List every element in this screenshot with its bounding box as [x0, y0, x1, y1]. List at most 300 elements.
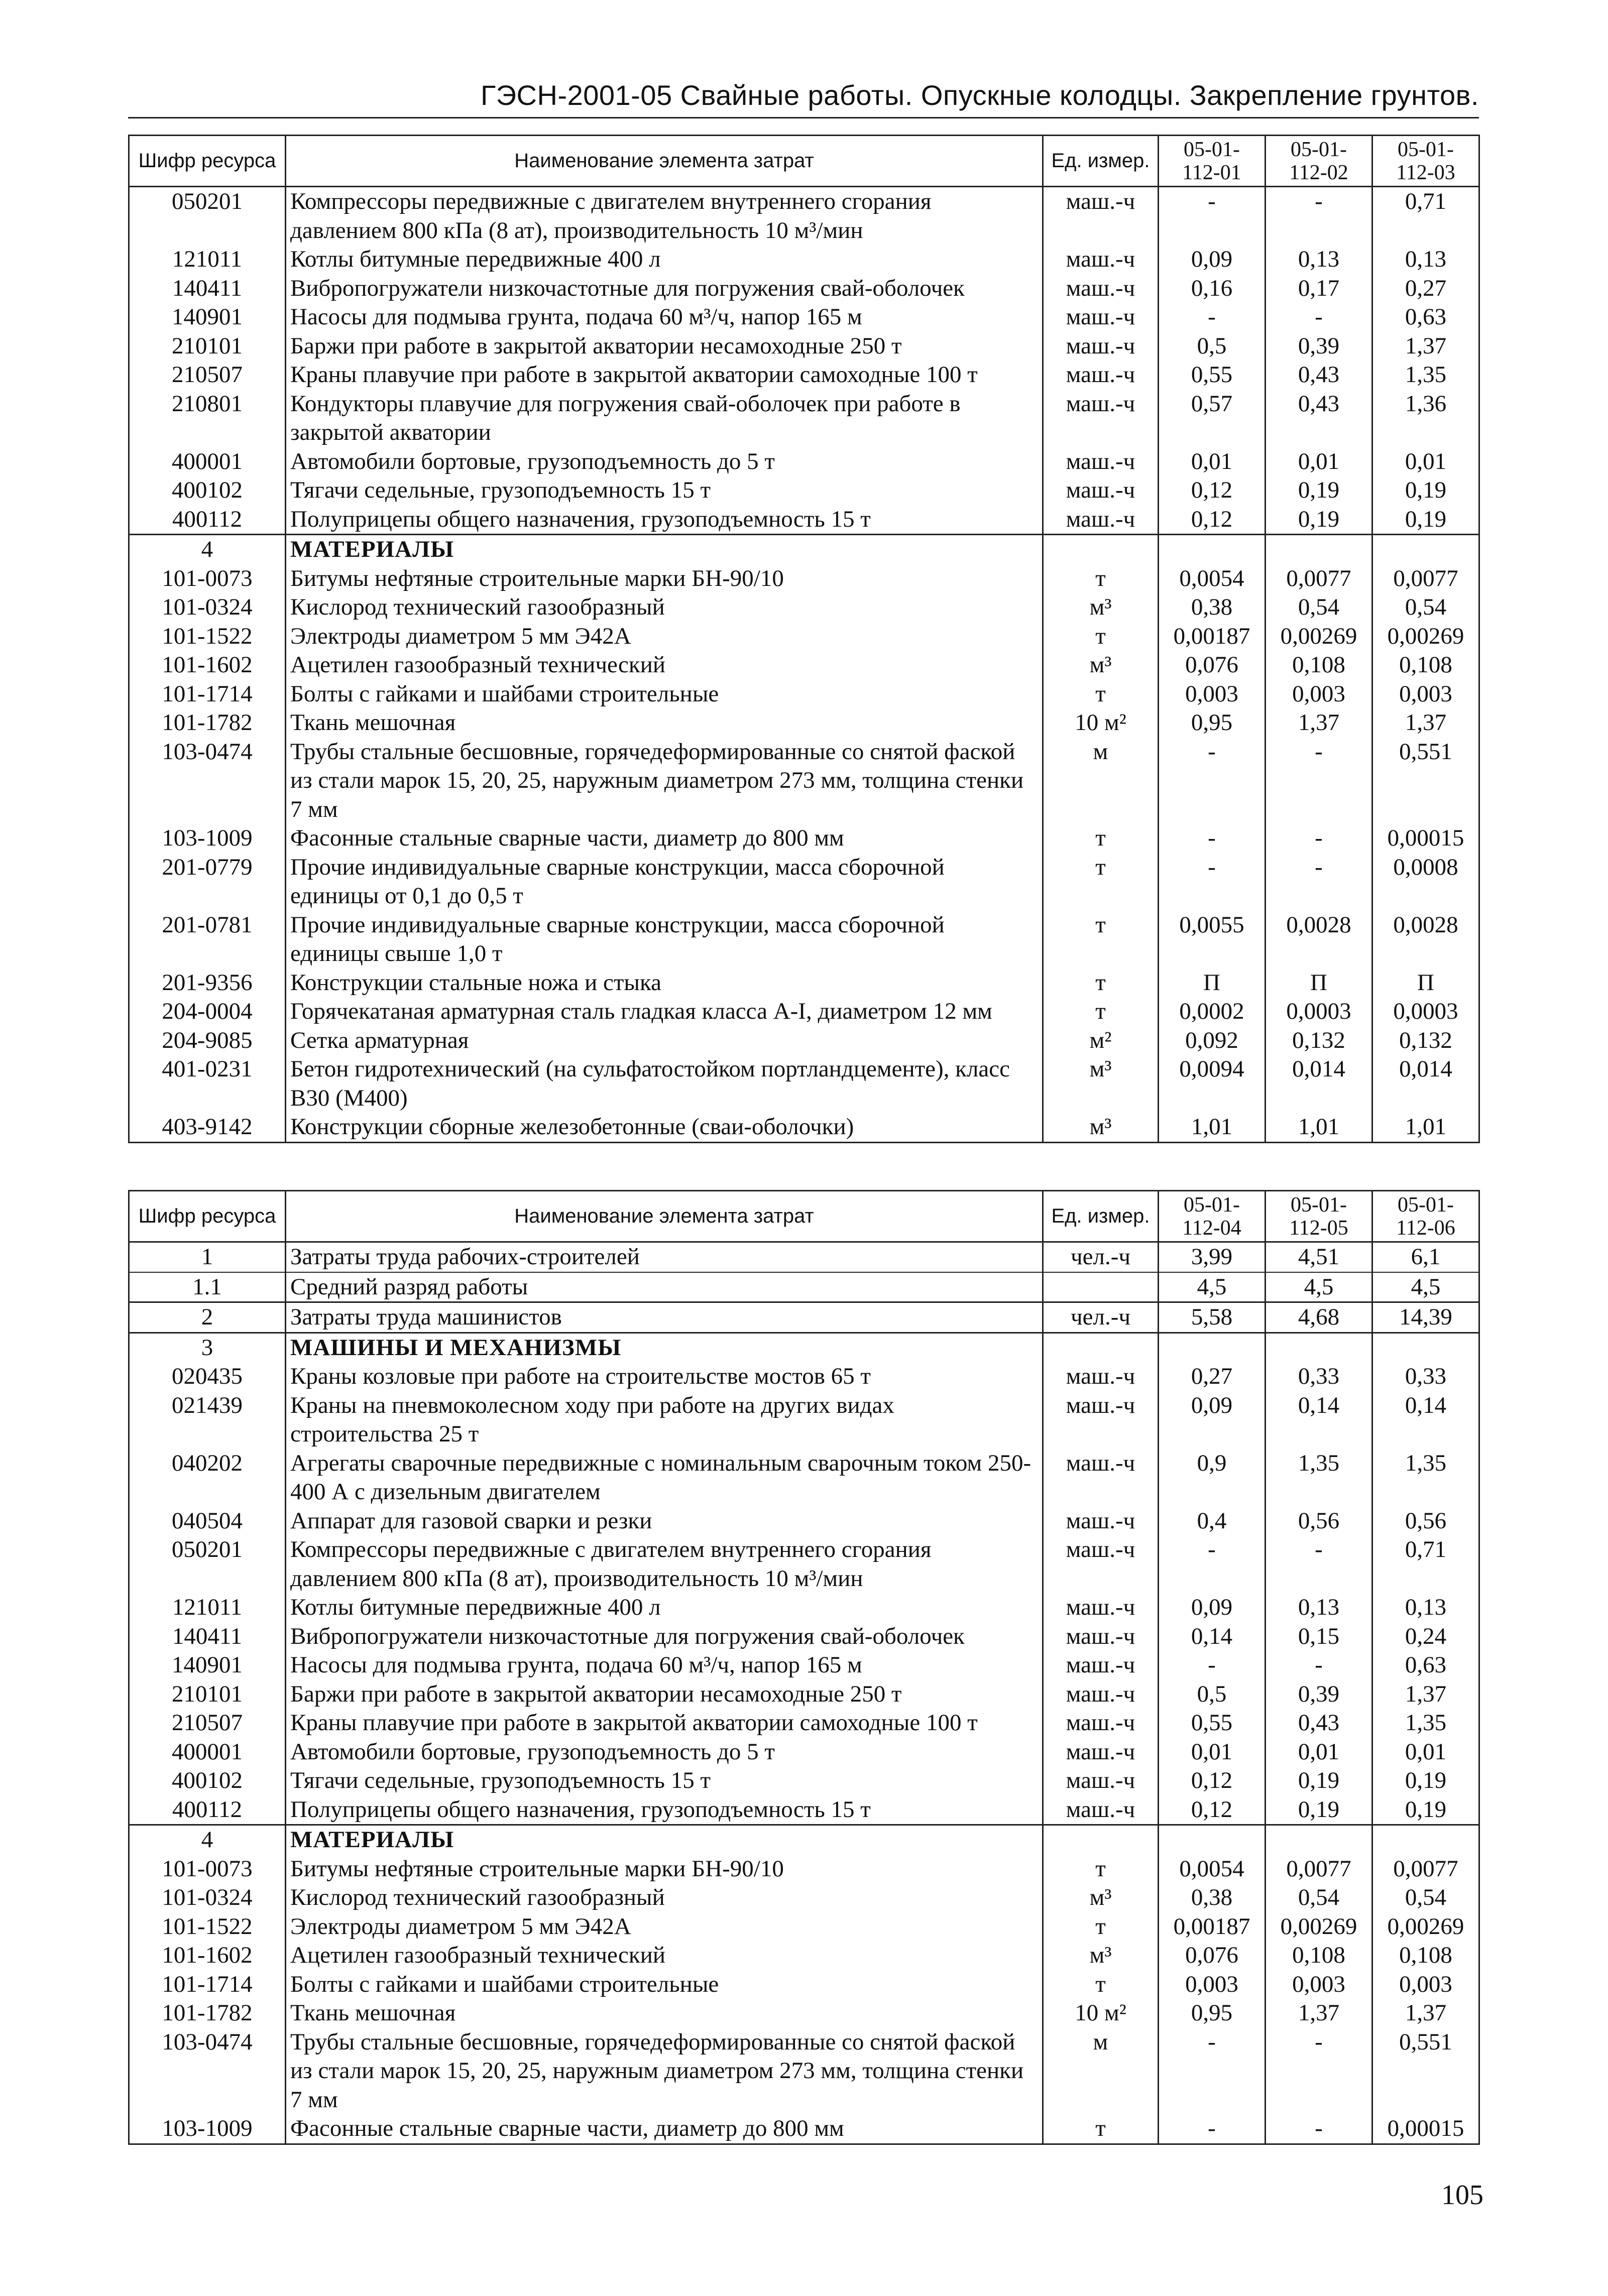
table-row [129, 1242, 1479, 1272]
resource-name: Компрессоры передвижные с двигателем внутреннего сгорания давлением 800 кПа (8 ат), производительность 10 м³/мин [286, 1535, 1043, 1593]
norm-value: 0,71 [1372, 187, 1479, 246]
resource-code: 101-1522 [129, 622, 286, 651]
norm-value: 0,09 [1159, 1593, 1266, 1622]
resource-code: 400112 [129, 1795, 286, 1825]
unit-cell: маш.-ч [1043, 274, 1159, 303]
table-row [129, 1302, 1479, 1333]
unit-cell: 10 м² [1043, 708, 1159, 738]
resource-name: Компрессоры передвижные с двигателем внутреннего сгорания давлением 800 кПа (8 ат), производительность 10 м³/мин [286, 187, 1043, 246]
norm-value: 1,35 [1372, 1449, 1479, 1507]
resource-code: 103-1009 [129, 824, 286, 853]
resource-name: Насосы для подмыва грунта, подача 60 м³/ч, напор 165 м [286, 1651, 1043, 1680]
resource-code: 050201 [129, 187, 286, 246]
unit-cell: т [1043, 969, 1159, 998]
norm-value: 0,00187 [1159, 1912, 1266, 1942]
norm-value: 0,092 [1159, 1026, 1266, 1055]
norm-value: 0,39 [1266, 1680, 1372, 1709]
norm-value: П [1372, 969, 1479, 998]
table-row [129, 1593, 1479, 1622]
norm-value: 0,003 [1266, 680, 1372, 709]
resource-name: Аппарат для газовой сварки и резки [286, 1507, 1043, 1536]
resource-code: 101-1522 [129, 1912, 286, 1942]
resource-code: 2 [129, 1302, 286, 1333]
section-row [129, 1333, 1479, 1362]
table-row [129, 564, 1479, 593]
resource-name: Затраты труда машинистов [286, 1302, 1043, 1333]
table-row [129, 1999, 1479, 2028]
unit-cell: м³ [1043, 593, 1159, 622]
norm-value: 0,19 [1266, 1795, 1372, 1825]
norm-value: П [1159, 969, 1266, 998]
norm-value: 0,38 [1159, 593, 1266, 622]
norm-value: - [1159, 2028, 1266, 2115]
norm-value: 4,51 [1266, 1242, 1372, 1272]
resource-name: Баржи при работе в закрытой акватории несамоходные 250 т [286, 332, 1043, 361]
resource-code: 400102 [129, 1766, 286, 1795]
table-row [129, 1709, 1479, 1738]
resource-code: 101-0073 [129, 564, 286, 593]
unit-cell: 10 м² [1043, 1999, 1159, 2028]
unit-cell: т [1043, 1912, 1159, 1942]
table-row [129, 997, 1479, 1026]
norm-value: 0,01 [1266, 447, 1372, 476]
norm-value: 0,00269 [1372, 1912, 1479, 1942]
resource-table-2 [128, 1190, 1480, 2145]
resource-code: 101-1714 [129, 680, 286, 709]
resource-name: Ацетилен газообразный технический [286, 651, 1043, 680]
norm-value: 3,99 [1159, 1242, 1266, 1272]
unit-cell: маш.-ч [1043, 1391, 1159, 1449]
resource-name: Болты с гайками и шайбами строительные [286, 1970, 1043, 1999]
table-row [129, 622, 1479, 651]
table-row [129, 303, 1479, 332]
unit-cell: маш.-ч [1043, 1766, 1159, 1795]
norm-value: 0,0003 [1372, 997, 1479, 1026]
unit-cell: м³ [1043, 1883, 1159, 1912]
unit-cell [1043, 1825, 1159, 1855]
norm-value: 1,01 [1372, 1113, 1479, 1142]
norm-value: 0,09 [1159, 1391, 1266, 1449]
section-row [129, 535, 1479, 564]
norm-value: 0,17 [1266, 274, 1372, 303]
norm-value [1372, 1825, 1479, 1855]
table-row [129, 187, 1479, 246]
table-row [129, 1622, 1479, 1651]
resource-name: Тягачи седельные, грузоподъемность 15 т [286, 476, 1043, 505]
norm-value: 0,0094 [1159, 1055, 1266, 1113]
norm-value: - [1266, 1535, 1372, 1593]
header-norm-5: 05-01- 112-05 [1266, 1191, 1372, 1242]
norm-value: 0,00015 [1372, 824, 1479, 853]
norm-value: 0,0003 [1266, 997, 1372, 1026]
resource-name: Тягачи седельные, грузоподъемность 15 т [286, 1766, 1043, 1795]
norm-value: 0,551 [1372, 2028, 1479, 2115]
resource-code: 204-0004 [129, 997, 286, 1026]
resource-code: 140411 [129, 274, 286, 303]
norm-value: 0,014 [1372, 1055, 1479, 1113]
resource-code: 140411 [129, 1622, 286, 1651]
resource-code: 020435 [129, 1362, 286, 1391]
resource-code: 140901 [129, 1651, 286, 1680]
resource-name: Трубы стальные бесшовные, горячедеформированные со снятой фаской из стали марок 15, 20, 25, наружным диаметром 273 мм, толщина стенки 7 мм [286, 2028, 1043, 2115]
norm-value: 0,0028 [1372, 911, 1479, 969]
unit-cell: м³ [1043, 1941, 1159, 1970]
norm-value: - [1159, 2114, 1266, 2144]
norm-value: 0,13 [1372, 245, 1479, 274]
norm-value: 0,13 [1266, 245, 1372, 274]
table-row [129, 680, 1479, 709]
norm-value: 0,56 [1266, 1507, 1372, 1536]
norm-value: 0,132 [1266, 1026, 1372, 1055]
table-row [129, 1026, 1479, 1055]
norm-value: 0,33 [1266, 1362, 1372, 1391]
unit-cell: маш.-ч [1043, 1651, 1159, 1680]
unit-cell: м³ [1043, 651, 1159, 680]
norm-value: 1,37 [1372, 332, 1479, 361]
resource-code: 140901 [129, 303, 286, 332]
resource-name: Кондукторы плавучие для погружения свай-оболочек при работе в закрытой акватории [286, 390, 1043, 447]
unit-cell: маш.-ч [1043, 1622, 1159, 1651]
unit-cell: маш.-ч [1043, 505, 1159, 535]
unit-cell: т [1043, 564, 1159, 593]
resource-name: Прочие индивидуальные сварные конструкции, масса сборочной единицы от 0,1 до 0,5 т [286, 853, 1043, 911]
unit-cell: маш.-ч [1043, 447, 1159, 476]
norm-value: 0,01 [1372, 447, 1479, 476]
norm-value: 0,12 [1159, 505, 1266, 535]
table-row [129, 1738, 1479, 1767]
header-unit: Ед. измер. [1043, 136, 1159, 187]
resource-code: 121011 [129, 245, 286, 274]
table-row [129, 853, 1479, 911]
unit-cell: т [1043, 824, 1159, 853]
norm-value: 0,57 [1159, 390, 1266, 447]
resource-code: 201-9356 [129, 969, 286, 998]
norm-value: 0,19 [1372, 505, 1479, 535]
unit-cell: чел.-ч [1043, 1302, 1159, 1333]
norm-value: 0,14 [1372, 1391, 1479, 1449]
unit-cell: маш.-ч [1043, 360, 1159, 390]
norm-value: 0,54 [1372, 593, 1479, 622]
table-row [129, 390, 1479, 447]
resource-name: Автомобили бортовые, грузоподъемность до 5 т [286, 1738, 1043, 1767]
norm-value [1266, 1825, 1372, 1855]
norm-value: 0,12 [1159, 1795, 1266, 1825]
resource-code: 101-1602 [129, 1941, 286, 1970]
table-row [129, 969, 1479, 998]
unit-cell: т [1043, 622, 1159, 651]
resource-name: Трубы стальные бесшовные, горячедеформированные со снятой фаской из стали марок 15, 20, 25, наружным диаметром 273 мм, толщина стенки 7 мм [286, 738, 1043, 824]
resource-code: 400001 [129, 447, 286, 476]
norm-value: 0,01 [1159, 1738, 1266, 1767]
norm-value: 0,5 [1159, 332, 1266, 361]
resource-code: 040504 [129, 1507, 286, 1536]
resource-name: Ткань мешочная [286, 1999, 1043, 2028]
norm-value: 0,55 [1159, 360, 1266, 390]
norm-value: 0,39 [1266, 332, 1372, 361]
resource-code: 3 [129, 1333, 286, 1362]
norm-value: 0,27 [1159, 1362, 1266, 1391]
norm-value: 0,56 [1372, 1507, 1479, 1536]
resource-name: Кислород технический газообразный [286, 593, 1043, 622]
table-row [129, 1912, 1479, 1942]
table-row [129, 824, 1479, 853]
resource-name: Фасонные стальные сварные части, диаметр до 800 мм [286, 824, 1043, 853]
norm-value: 1,35 [1372, 1709, 1479, 1738]
norm-value: П [1266, 969, 1372, 998]
norm-value: 0,14 [1159, 1622, 1266, 1651]
norm-value: 0,63 [1372, 1651, 1479, 1680]
norm-value: 1,36 [1372, 390, 1479, 447]
resource-code: 201-0781 [129, 911, 286, 969]
unit-cell: м² [1043, 1026, 1159, 1055]
resource-name: Битумы нефтяные строительные марки БН-90/10 [286, 1855, 1043, 1884]
norm-value: 0,108 [1372, 1941, 1479, 1970]
table-row [129, 1535, 1479, 1593]
resource-code: 1 [129, 1242, 286, 1272]
norm-value: 4,5 [1266, 1272, 1372, 1302]
norm-value: - [1159, 187, 1266, 246]
norm-value: - [1159, 738, 1266, 824]
header-code: Шифр ресурса [129, 1191, 286, 1242]
resource-code: 210101 [129, 1680, 286, 1709]
unit-cell [1043, 1272, 1159, 1302]
header-name: Наименование элемента затрат [286, 1191, 1043, 1242]
table-row [129, 274, 1479, 303]
resource-code: 040202 [129, 1449, 286, 1507]
resource-code: 021439 [129, 1391, 286, 1449]
norm-value: - [1266, 187, 1372, 246]
resource-code: 400112 [129, 505, 286, 535]
resource-name: МАТЕРИАЛЫ [286, 535, 1043, 564]
resource-name: Краны плавучие при работе в закрытой акватории самоходные 100 т [286, 1709, 1043, 1738]
header-norm-4: 05-01- 112-04 [1159, 1191, 1266, 1242]
norm-value: 0,55 [1159, 1709, 1266, 1738]
resource-name: Автомобили бортовые, грузоподъемность до 5 т [286, 447, 1043, 476]
table-row [129, 332, 1479, 361]
norm-value: 0,00269 [1266, 622, 1372, 651]
norm-value: - [1266, 824, 1372, 853]
resource-name: Затраты труда рабочих-строителей [286, 1242, 1043, 1272]
norm-value: 0,19 [1372, 1766, 1479, 1795]
unit-cell: м³ [1043, 1055, 1159, 1113]
norm-value: 0,95 [1159, 708, 1266, 738]
resource-name: Средний разряд работы [286, 1272, 1043, 1302]
table-row [129, 245, 1479, 274]
resource-code: 101-1602 [129, 651, 286, 680]
unit-cell: маш.-ч [1043, 245, 1159, 274]
norm-value: 0,076 [1159, 1941, 1266, 1970]
table-row [129, 738, 1479, 824]
table-row [129, 1362, 1479, 1391]
norm-value: 0,0002 [1159, 997, 1266, 1026]
resource-name: Битумы нефтяные строительные марки БН-90/10 [286, 564, 1043, 593]
header-norm-3: 05-01- 112-03 [1372, 136, 1479, 187]
norm-value: 0,00269 [1266, 1912, 1372, 1942]
unit-cell: маш.-ч [1043, 187, 1159, 246]
resource-name: Бетон гидротехнический (на сульфатостойком портландцементе), класс В30 (М400) [286, 1055, 1043, 1113]
norm-value: 0,09 [1159, 245, 1266, 274]
resource-name: Электроды диаметром 5 мм Э42А [286, 622, 1043, 651]
norm-value: 0,108 [1372, 651, 1479, 680]
header-name: Наименование элемента затрат [286, 136, 1043, 187]
norm-value: - [1159, 303, 1266, 332]
norm-value: - [1266, 303, 1372, 332]
unit-cell: маш.-ч [1043, 476, 1159, 505]
table-row [129, 1651, 1479, 1680]
resource-name: Фасонные стальные сварные части, диаметр до 800 мм [286, 2114, 1043, 2144]
norm-value: 0,43 [1266, 390, 1372, 447]
norm-value: 0,0055 [1159, 911, 1266, 969]
resource-name: Вибропогружатели низкочастотные для погружения свай-оболочек [286, 1622, 1043, 1651]
resource-code: 400102 [129, 476, 286, 505]
norm-value: 0,19 [1266, 1766, 1372, 1795]
norm-value: 0,003 [1159, 680, 1266, 709]
resource-code: 101-0324 [129, 593, 286, 622]
norm-value: 1,37 [1372, 1999, 1479, 2028]
norm-value: 0,19 [1266, 505, 1372, 535]
norm-value: 1,01 [1266, 1113, 1372, 1142]
norm-value: 1,37 [1266, 1999, 1372, 2028]
norm-value: 0,076 [1159, 651, 1266, 680]
norm-value: 0,19 [1372, 1795, 1479, 1825]
norm-value: 0,5 [1159, 1680, 1266, 1709]
table-row [129, 1766, 1479, 1795]
norm-value: - [1159, 853, 1266, 911]
unit-cell: т [1043, 680, 1159, 709]
unit-cell: т [1043, 997, 1159, 1026]
resource-name: Болты с гайками и шайбами строительные [286, 680, 1043, 709]
page-header [128, 70, 1479, 118]
unit-cell: чел.-ч [1043, 1242, 1159, 1272]
header-norm-1: 05-01- 112-01 [1159, 136, 1266, 187]
table-row [129, 1449, 1479, 1507]
norm-value: 0,0077 [1372, 564, 1479, 593]
norm-value: 0,24 [1372, 1622, 1479, 1651]
header-unit: Ед. измер. [1043, 1191, 1159, 1242]
table-row [129, 1883, 1479, 1912]
norm-value: 0,01 [1266, 1738, 1372, 1767]
norm-value: 1,35 [1266, 1449, 1372, 1507]
unit-cell: т [1043, 2114, 1159, 2144]
norm-value: 0,19 [1266, 476, 1372, 505]
norm-value: 0,003 [1159, 1970, 1266, 1999]
norm-value: 1,37 [1372, 708, 1479, 738]
norm-value: - [1266, 1651, 1372, 1680]
norm-value [1159, 535, 1266, 564]
norm-value: 0,38 [1159, 1883, 1266, 1912]
resource-code: 1.1 [129, 1272, 286, 1302]
table-row [129, 447, 1479, 476]
norm-value: 0,13 [1372, 1593, 1479, 1622]
norm-value: 0,43 [1266, 360, 1372, 390]
norm-value: 0,0077 [1372, 1855, 1479, 1884]
table-row [129, 1970, 1479, 1999]
unit-cell: маш.-ч [1043, 303, 1159, 332]
resource-code: 210507 [129, 360, 286, 390]
resource-name: Кислород технический газообразный [286, 1883, 1043, 1912]
norm-value: 6,1 [1372, 1242, 1479, 1272]
norm-value: - [1266, 738, 1372, 824]
norm-value: 0,14 [1266, 1391, 1372, 1449]
resource-name: МАТЕРИАЛЫ [286, 1825, 1043, 1855]
norm-value: - [1159, 824, 1266, 853]
norm-value: 0,108 [1266, 1941, 1372, 1970]
unit-cell: маш.-ч [1043, 1449, 1159, 1507]
norm-value: - [1159, 1535, 1266, 1593]
norm-value [1159, 1825, 1266, 1855]
norm-value: 0,00187 [1159, 622, 1266, 651]
unit-cell: т [1043, 911, 1159, 969]
norm-value: 1,01 [1159, 1113, 1266, 1142]
norm-value: 0,19 [1372, 476, 1479, 505]
header-norm-6: 05-01- 112-06 [1372, 1191, 1479, 1242]
resource-name: Горячекатаная арматурная сталь гладкая класса А-I, диаметром 12 мм [286, 997, 1043, 1026]
table-row [129, 2028, 1479, 2115]
norm-value: 0,54 [1372, 1883, 1479, 1912]
table-row [129, 1795, 1479, 1825]
table-row [129, 1855, 1479, 1884]
norm-value: 0,00269 [1372, 622, 1479, 651]
resource-code: 101-0324 [129, 1883, 286, 1912]
resource-name: Краны козловые при работе на строительстве мостов 65 т [286, 1362, 1043, 1391]
norm-value: 0,01 [1372, 1738, 1479, 1767]
resource-name: Насосы для подмыва грунта, подача 60 м³/ч, напор 165 м [286, 303, 1043, 332]
unit-cell: маш.-ч [1043, 1535, 1159, 1593]
norm-value: 0,014 [1266, 1055, 1372, 1113]
page-number: 105 [1441, 2180, 1483, 2211]
table-row [129, 360, 1479, 390]
resource-code: 210507 [129, 1709, 286, 1738]
resource-code: 121011 [129, 1593, 286, 1622]
norm-value: 1,37 [1372, 1680, 1479, 1709]
unit-cell: м³ [1043, 1113, 1159, 1142]
resource-code: 103-1009 [129, 2114, 286, 2144]
norm-value: 5,58 [1159, 1302, 1266, 1333]
resource-code: 400001 [129, 1738, 286, 1767]
norm-value: 0,108 [1266, 651, 1372, 680]
resource-code: 204-9085 [129, 1026, 286, 1055]
resource-name: Баржи при работе в закрытой акватории несамоходные 250 т [286, 1680, 1043, 1709]
resource-name: Электроды диаметром 5 мм Э42А [286, 1912, 1043, 1942]
norm-value: 0,27 [1372, 274, 1479, 303]
norm-value: 0,4 [1159, 1507, 1266, 1536]
resource-code: 201-0779 [129, 853, 286, 911]
norm-value: - [1266, 2114, 1372, 2144]
table-row [129, 1055, 1479, 1113]
norm-value: 1,35 [1372, 360, 1479, 390]
table-row [129, 1391, 1479, 1449]
norm-value: 1,37 [1266, 708, 1372, 738]
resource-name: Сетка арматурная [286, 1026, 1043, 1055]
table-row [129, 708, 1479, 738]
norm-value: 0,9 [1159, 1449, 1266, 1507]
resource-code: 101-1782 [129, 1999, 286, 2028]
norm-value: 14,39 [1372, 1302, 1479, 1333]
norm-value: 0,132 [1372, 1026, 1479, 1055]
norm-value: 0,12 [1159, 1766, 1266, 1795]
norm-value: 0,12 [1159, 476, 1266, 505]
unit-cell: маш.-ч [1043, 390, 1159, 447]
resource-name: Прочие индивидуальные сварные конструкции, масса сборочной единицы свыше 1,0 т [286, 911, 1043, 969]
norm-value: 0,003 [1372, 680, 1479, 709]
resource-name: Конструкции стальные ножа и стыка [286, 969, 1043, 998]
table-row [129, 651, 1479, 680]
norm-value: 0,0054 [1159, 564, 1266, 593]
resource-code: 050201 [129, 1535, 286, 1593]
norm-value: 0,0028 [1266, 911, 1372, 969]
resource-code: 401-0231 [129, 1055, 286, 1113]
unit-cell: маш.-ч [1043, 332, 1159, 361]
